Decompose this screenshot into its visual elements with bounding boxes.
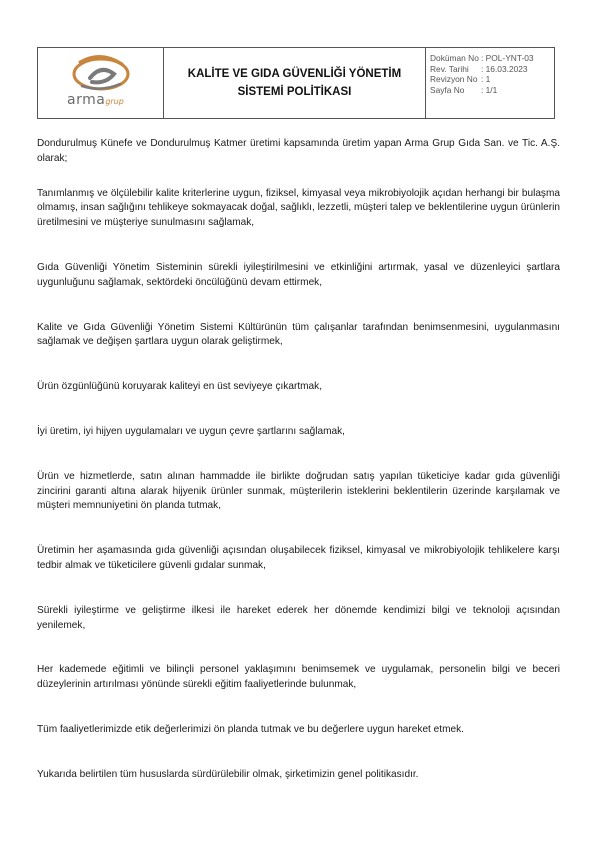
meta-rev-date: Rev. Tarihi : 16.03.2023 — [430, 63, 528, 74]
policy-item-quality: Tanımlanmış ve ölçülebilir kalite kriterlerine uygun, fiziksel, kimyasal veya mikrobiyolojik açıdan herhangi bir bulaşma olmamış, insan sağlığını tehlikeye sokmayacak doğal, sağlıklı, lezzetli, müşteri talep ve beklentilerine uygun ürünlerin üretilmesini ve müşteriye sunulmasını sağlamak, — [37, 187, 560, 229]
arma-logo-icon — [70, 52, 132, 94]
meta-revision-no: Revizyon No : 1 — [430, 74, 491, 84]
policy-item-authenticity: Ürün özgünlüğünü koruyarak kaliteyi en üst seviyeye çıkartmak, — [37, 381, 323, 393]
policy-item-training: Her kademede eğitimli ve bilinçli personel yaklaşımını benimsemek ve uygulamak, personelin bilgi ve beceri düzeylerinin artırılması yönünde sürekli eğitim faaliyetlerinde bulunmak, — [37, 664, 560, 691]
policy-item-improvement: Sürekli iyileştirme ve geliştirme ilkesi ile hareket ederek her dönemde kendimizi bilgi ve teknoloji açısından yenilemek, — [37, 604, 560, 631]
document-title — [164, 48, 426, 118]
policy-body — [37, 137, 560, 783]
policy-item-hygiene: İyi üretim, iyi hijyen uygulamaları ve uygun çevre şartlarını sağlamak, — [37, 425, 345, 437]
policy-item-ethics: Tüm faaliyetlerimizde etik değerlerimizi ön planda tutmak ve bu değerlere uygun hareket etmek. — [37, 723, 464, 735]
title-line-1: KALİTE VE GIDA GÜVENLİĞİ YÖNETİM — [187, 68, 402, 80]
closing-paragraph: Yukarıda belirtilen tüm hususlarda sürdürülebilir olmak, şirketimizin genel politikasıdır. — [37, 768, 419, 780]
logo-cell — [38, 48, 164, 118]
meta-doc-no: Doküman No : POL-YNT-03 — [430, 53, 534, 63]
logo-wordmark: armagrup — [67, 92, 124, 108]
policy-item-hazards: Üretimin her aşamasında gıda güvenliği açısından oluşabilecek fiziksel, kimyasal ve mikrobiyolojik tehlikelere karşı tedbir almak ve tüketicilere güvenli gıdalar sunmak, — [37, 545, 560, 571]
document-header — [37, 47, 555, 119]
policy-item-culture: Kalite ve Gıda Güvenliği Yönetim Sistemi Kültürünün tüm çalışanlar tarafından benimsenmesini, uygulanmasını sağlamak ve değişen şartlara uygun olarak geliştirmek, — [37, 321, 560, 348]
policy-item-supply-chain: Ürün ve hizmetlerde, satın alınan hammadde ile birlikte doğrudan satış yapılan tüketiciye kadar gıda güvenliği zincirini garanti altına alarak hijyenik ürünler sunmak, müşterilerin isteklerini beklentilerin üzerinde karşılamak ve müşteri memnuniyetini ön planda tutmak, — [37, 470, 560, 512]
meta-page-no: Sayfa No : 1/1 — [430, 84, 498, 95]
document-meta — [426, 48, 554, 118]
title-line-2: SİSTEMİ POLİTİKASI — [237, 86, 352, 98]
intro-paragraph: Dondurulmuş Künefe ve Dondurulmuş Katmer üretimi kapsamında üretim yapan Arma Grup Gıda San. ve Tic. A.Ş. olarak; — [37, 138, 560, 164]
policy-item-fssc: Gıda Güvenliği Yönetim Sisteminin sürekli iyileştirilmesini ve etkinliğini artırmak, yasal ve düzenleyici şartlara uygunluğunu sağlamak, sektördeki öncülüğünü devam ettirmek, — [37, 261, 560, 288]
